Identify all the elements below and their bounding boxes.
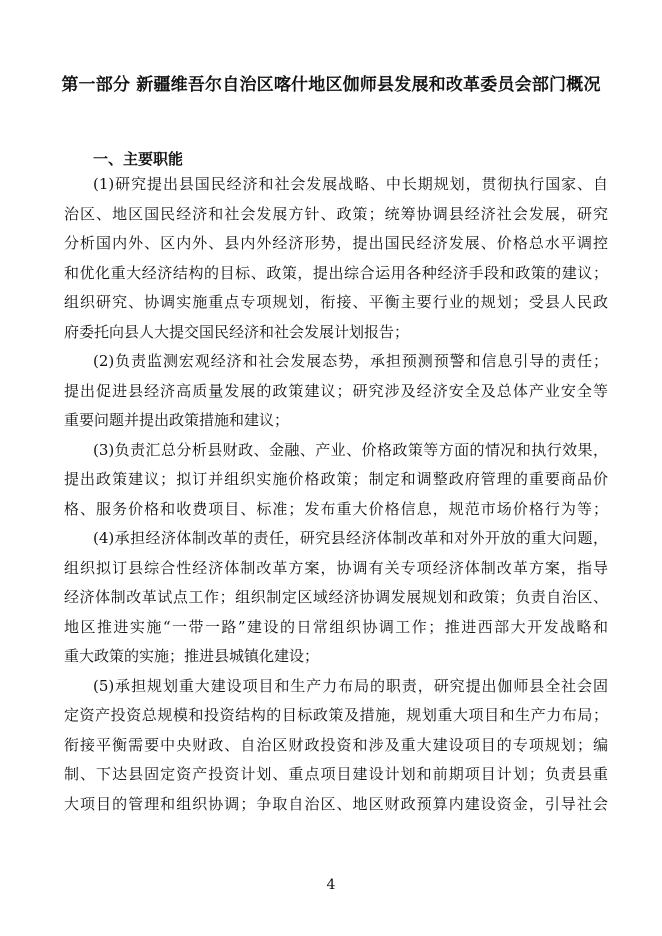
body-text <box>64 170 608 819</box>
text-line: 重要问题并提出政策措施和建议； <box>64 411 290 429</box>
text-line: (5)承担规划重大建设项目和生产力布局的职责，研究提出伽师县全社会固 <box>93 676 608 695</box>
text-line: (1)研究提出县国民经济和社会发展战略、中长期规划，贯彻执行国家、自 <box>93 175 608 193</box>
text-line: 和优化重大经济结构的目标、政策，提出综合运用各种经济手段和政策的建议； <box>64 263 608 282</box>
page-number: 4 <box>326 877 336 893</box>
text-line: 重大政策的实施；推进县城镇化建设； <box>64 647 320 665</box>
text-line: 衔接平衡需要中央财政、自治区财政投资和涉及重大建设项目的专项规划；编 <box>64 735 608 754</box>
text-line: 府委托向县人大提交国民经济和社会发展计划报告； <box>64 322 410 341</box>
text-line: 提出政策建议；拟订并组织实施价格政策；制定和调整政府管理的重要商品价 <box>64 470 608 488</box>
text-line: 分析国内外、区内外、县内外经济形势，提出国民经济发展、价格总水平调控 <box>64 234 608 252</box>
text-line: 地区推进实施“一带一路”建设的日常组织协调工作；推进西部大开发战略和 <box>64 617 608 636</box>
text-line: (2)负责监测宏观经济和社会发展态势，承担预测预警和信息引导的责任； <box>93 352 608 370</box>
text-line: 组织研究、协调实施重点专项规划，衔接、平衡主要行业的规划；受县人民政 <box>64 293 608 311</box>
page-title: 第一部分 新疆维吾尔自治区喀什地区伽师县发展和改革委员会部门概况 <box>61 75 601 95</box>
text-line: (3)负责汇总分析县财政、金融、产业、价格政策等方面的情况和执行效果， <box>93 440 608 459</box>
text-line: (4)承担经济体制改革的责任，研究县经济体制改革和对外开放的重大问题， <box>93 529 608 547</box>
text-line: 经济体制改革试点工作；组织制定区域经济协调发展规划和政策；负责自治区、 <box>64 588 608 606</box>
text-line: 格、服务价格和收费项目、标准；发布重大价格信息，规范市场价格行为等； <box>64 499 608 518</box>
text-line: 治区、地区国民经济和社会发展方针、政策；统筹协调县经济社会发展，研究 <box>64 204 608 223</box>
text-line: 大项目的管理和组织协调；争取自治区、地区财政预算内建设资金，引导社会 <box>64 794 608 813</box>
section-heading: 一、主要职能 <box>93 150 184 168</box>
text-line: 制、下达县固定资产投资计划、重点项目建设计划和前期项目计划；负责县重 <box>64 765 608 783</box>
text-line: 定资产投资总规模和投资结构的目标政策及措施，规划重大项目和生产力布局； <box>64 706 608 724</box>
text-line: 组织拟订县综合性经济体制改革方案，协调有关专项经济体制改革方案，指导 <box>64 558 608 577</box>
text-line: 提出促进县经济高质量发展的政策建议；研究涉及经济安全及总体产业安全等 <box>64 381 608 400</box>
